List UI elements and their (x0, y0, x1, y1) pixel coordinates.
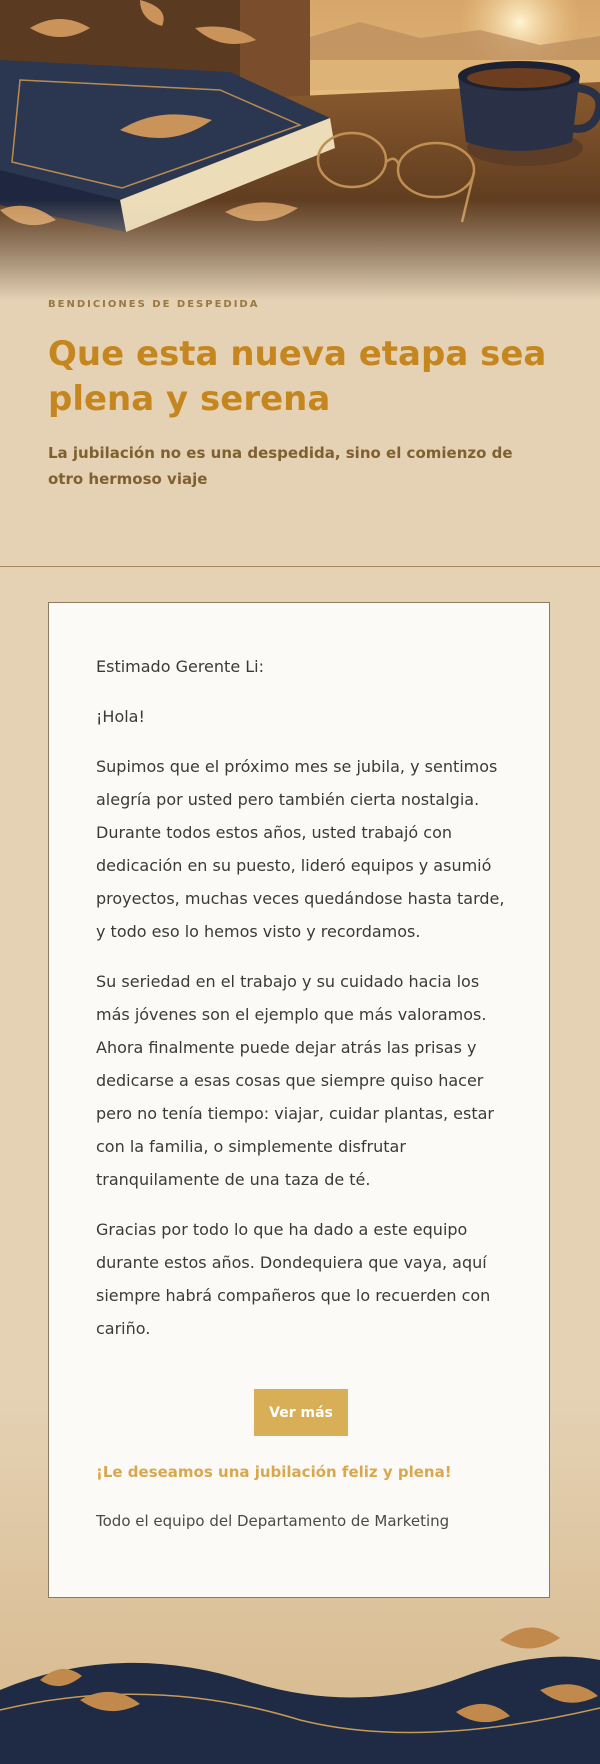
salutation: Estimado Gerente Li: (96, 657, 264, 676)
see-more-button[interactable]: Ver más (254, 1389, 348, 1436)
hero-illustration (0, 0, 600, 300)
page-title: Que esta nueva etapa sea plena y serena (48, 334, 547, 419)
hero-scene-graphic (0, 0, 600, 300)
page-subtitle: La jubilación no es una despedida, sino el comienzo de otro hermoso viaje (48, 444, 513, 488)
section-divider (0, 566, 600, 567)
wish-line: ¡Le deseamos una jubilación feliz y plena! (96, 1463, 452, 1481)
letter-paragraph: Supimos que el próximo mes se jubila, y sentimos alegría por usted pero también cierta nostalgia. Durante todos estos años, usted trabajó con dedicación en su puesto, lideró equipos y asumió proyectos, muchas veces quedándose hasta tarde, y todo eso lo hemos visto y recordamos. (96, 757, 505, 941)
letter-paragraph: Su seriedad en el trabajo y su cuidado hacia los más jóvenes son el ejemplo que más valoramos. Ahora finalmente puede dejar atrás las prisas y dedicarse a esas cosas que siempre quiso hacer pero no tenía tiempo: viajar, cuidar plantas, estar con la familia, o simplemente disfrutar tranquilamente de una taza de té. (96, 972, 494, 1189)
signoff-line: Todo el equipo del Departamento de Marketing (96, 1512, 450, 1530)
greeting: ¡Hola! (96, 707, 145, 726)
letter-body (96, 650, 506, 1362)
message-card (48, 602, 550, 1598)
intro-section (0, 270, 600, 567)
eyebrow-label: BENDICIONES DE DESPEDIDA (48, 299, 260, 310)
letter-paragraph: Gracias por todo lo que ha dado a este equipo durante estos años. Dondequiera que vaya, aquí siempre habrá compañeros que lo recuerden con cariño. (96, 1220, 491, 1338)
